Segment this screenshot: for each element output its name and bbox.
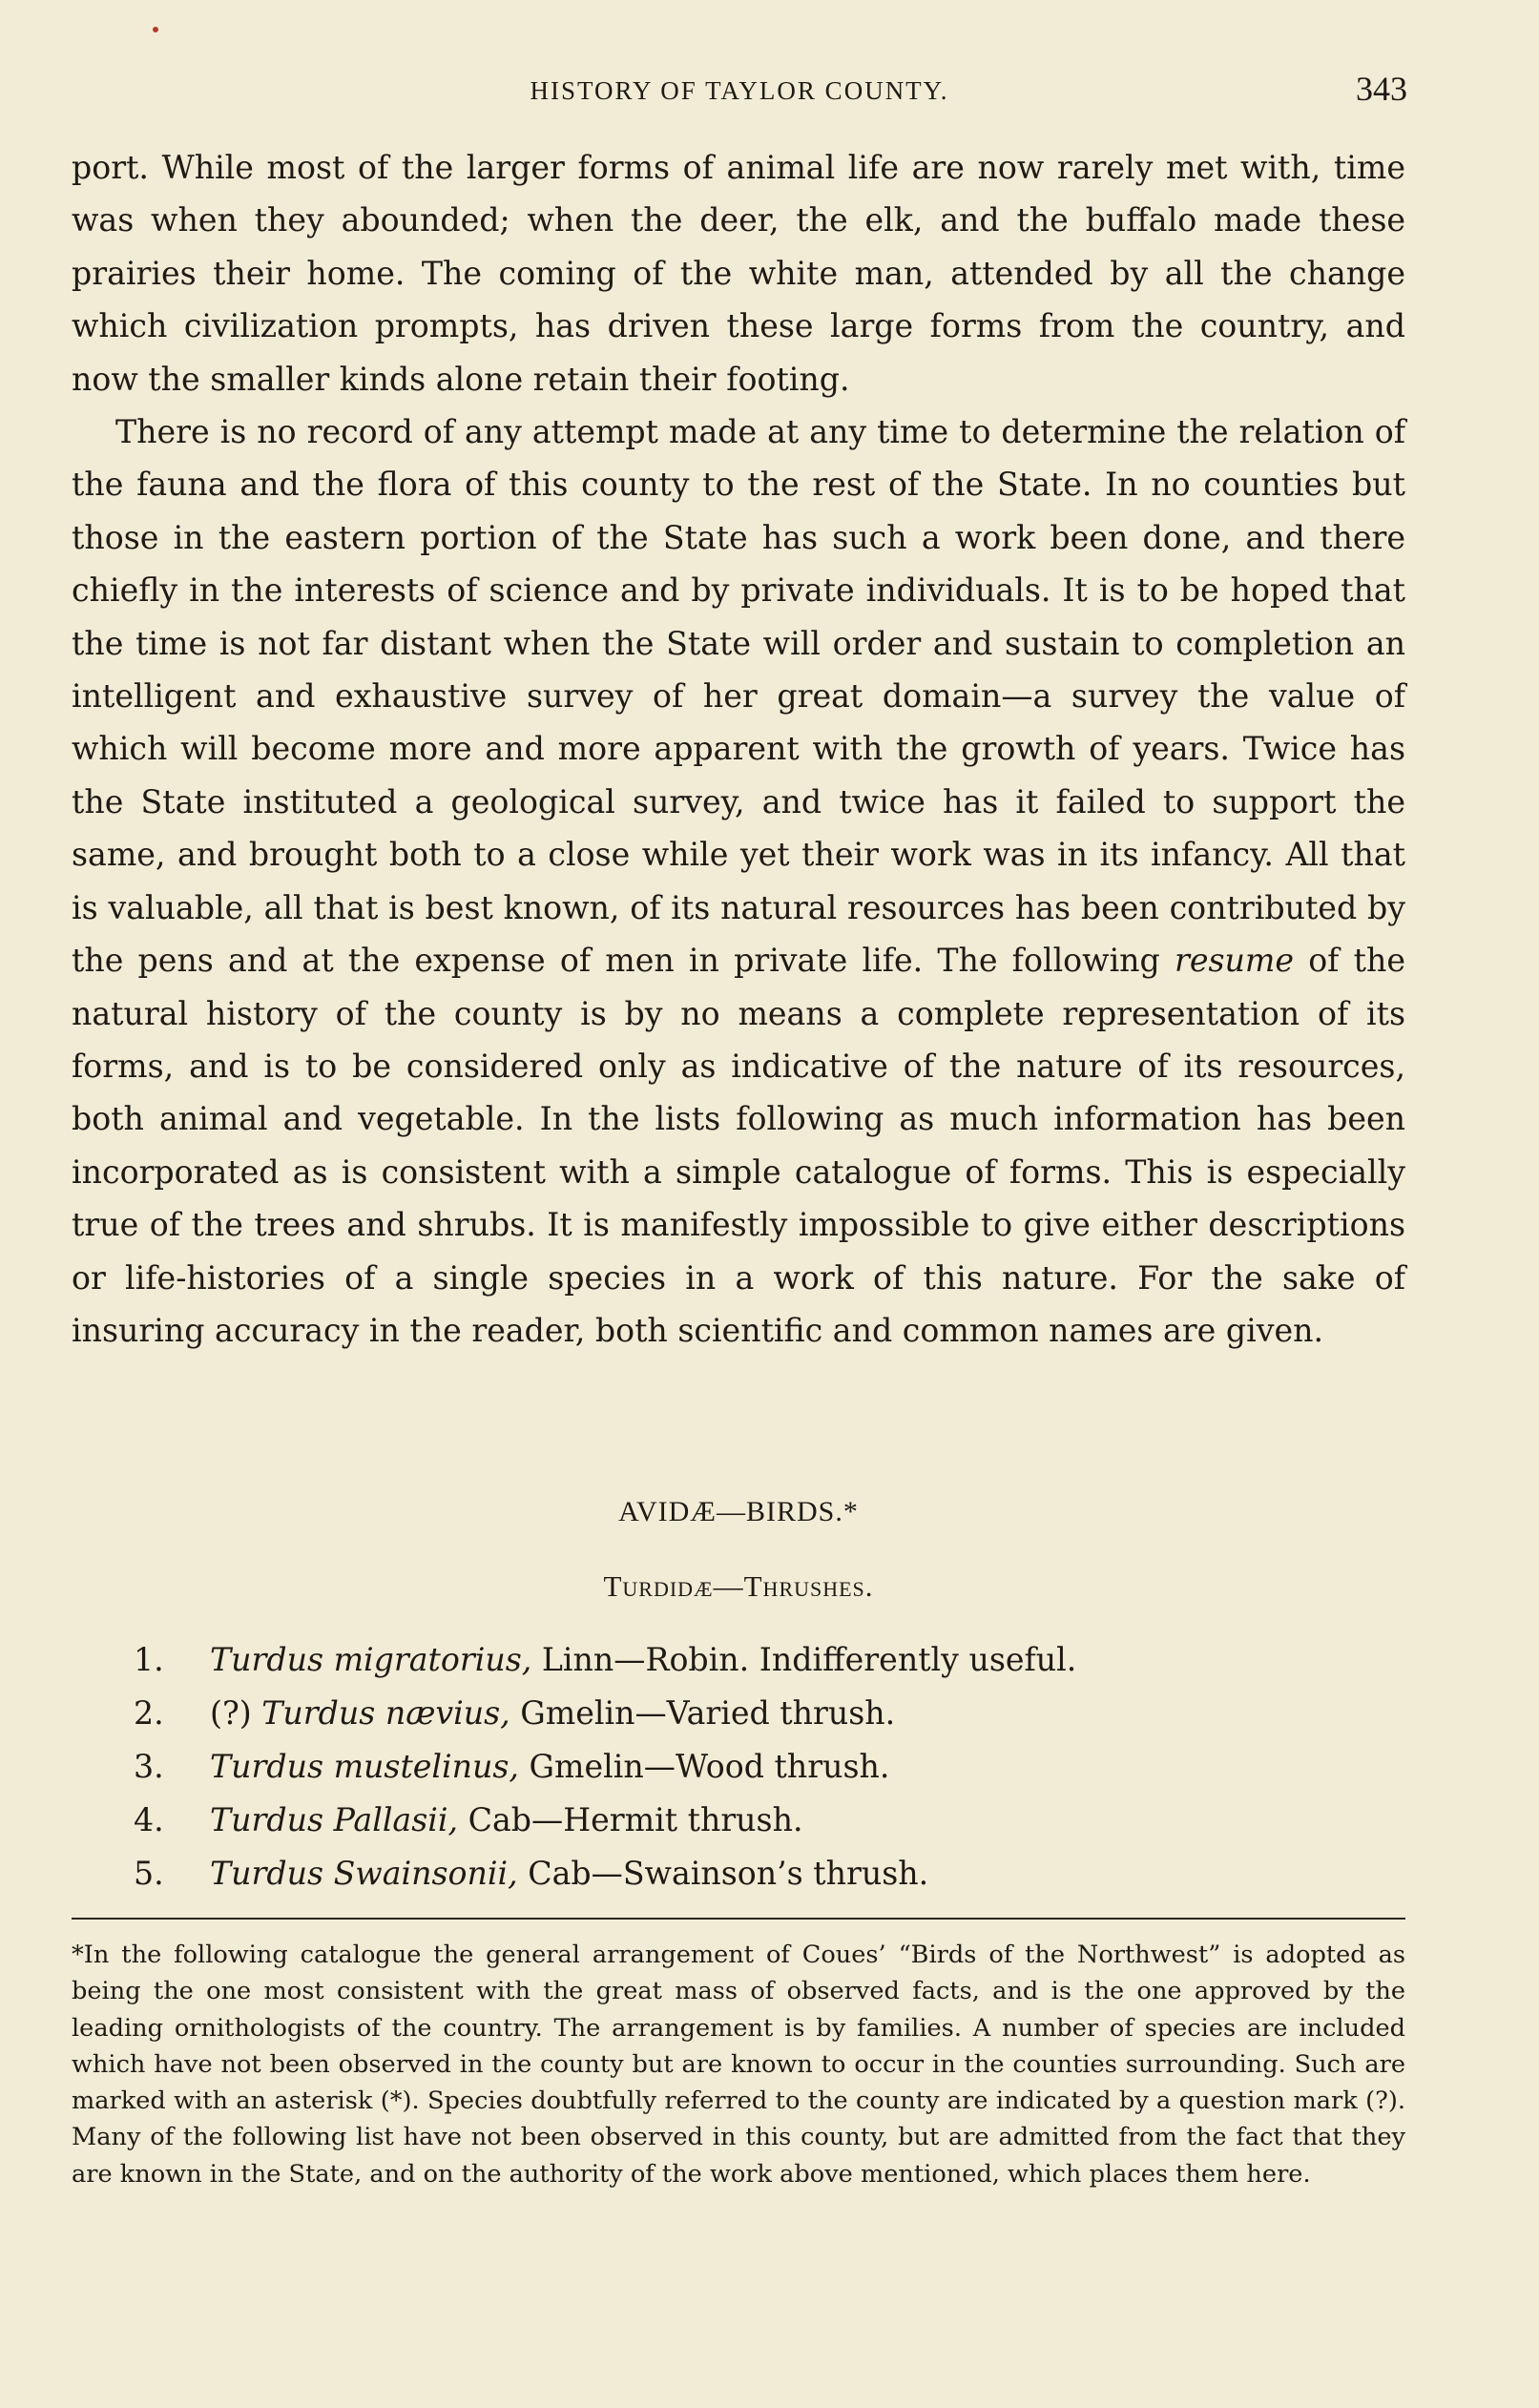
species-item — [134, 1847, 1374, 1900]
species-common-name: Linn—Robin. Indifferently useful. — [531, 1641, 1077, 1678]
species-item — [134, 1794, 1374, 1847]
footnote-text: *In the following catalogue the general arrangement of Coues’ “Birds of the Northwest” is adopted as being the one most consistent with the great mass of observed facts, and is the one approved by the leading ornithologists of the country. The arrangement is by families. A number of species are included which have not been observed in the county but are known to occur in the counties surrounding. Such are marked with an asterisk (*). Species doubtfully referred to the county are indicated by a question mark (?). Many of the following list have not been observed in this county, but are admitted from the fact that they are known in the State, and on the authority of the work above mentioned, which places them here. — [72, 1941, 1405, 2189]
family-heading: Turdidæ—Thrushes. — [603, 1569, 874, 1603]
species-scientific-name: Turdus migratorius, — [210, 1641, 532, 1678]
species-item — [134, 1687, 1374, 1740]
running-title: HISTORY OF TAYLOR COUNTY. — [530, 76, 949, 105]
ink-speck — [153, 27, 158, 32]
paragraph-2 — [72, 405, 1405, 1357]
section-heading: AVIDÆ—BIRDS.* — [618, 1496, 859, 1527]
species-number: 2. — [134, 1694, 164, 1732]
species-list — [134, 1633, 1374, 1900]
species-number: 1. — [134, 1641, 164, 1678]
species-prefix: (?) — [210, 1694, 262, 1732]
species-scientific-name: Turdus nævius, — [261, 1694, 510, 1732]
species-number: 3. — [134, 1748, 164, 1785]
species-number: 5. — [134, 1855, 164, 1892]
footnote — [72, 1937, 1405, 2192]
resume-word: resume — [1174, 942, 1295, 980]
species-common-name: Cab—Hermit thrush. — [458, 1801, 803, 1838]
body-text — [72, 141, 1405, 1357]
species-number: 4. — [134, 1801, 164, 1838]
species-scientific-name: Turdus mustelinus, — [210, 1748, 519, 1785]
paragraph-2-tail: of the natural history of the county is by no means a complete representation of its forms, and is to be considered only as indicative of the nature of its resources, both animal and vegetable. In the lists following as much information has been incorporated as is consistent with a simple catalogue of forms. This is especially true of the trees and shrubs. It is manifestly impossible to give either descriptions or life-histories of a single species in a work of this nature. For the sake of insuring accuracy in the reader, both scientific and common names are given. — [72, 942, 1405, 1349]
paragraph-2-text: There is no record of any attempt made at any time to determine the relation of the fauna and the flora of this county to the rest of the State. In no counties but those in the eastern portion of the State has such a work been done, and there chiefly in the interests of science and by private individuals. It is to be hoped that the time is not far distant when the State will order and sustain to completion an intelligent and exhaustive survey of her great domain—a survey the value of which will become more and more apparent with the growth of years. Twice has the State instituted a geological survey, and twice has it failed to support the same, and brought both to a close while yet their work was in its infancy. All that is valuable, all that is best known, of its natural resources has been contributed by the pens and at the expense of men in private life. The following — [72, 413, 1405, 980]
species-scientific-name: Turdus Pallasii, — [210, 1801, 459, 1838]
paragraph-1: port. While most of the larger forms of animal life are now rarely met with, time was when they abounded; when the deer, the elk, and the buffalo made these prairies their home. The coming of the white man, attended by all the change which civilization prompts, has driven these large forms from the country, and now the smaller kinds alone retain their footing. — [72, 149, 1405, 398]
species-common-name: Gmelin—Varied thrush. — [510, 1694, 896, 1732]
footnote-divider — [72, 1918, 1405, 1920]
page-number: 343 — [1356, 70, 1407, 108]
species-scientific-name: Turdus Swainsonii, — [210, 1855, 518, 1892]
species-item — [134, 1633, 1374, 1687]
running-head — [72, 69, 1407, 113]
species-common-name: Gmelin—Wood thrush. — [518, 1748, 890, 1785]
species-item — [134, 1740, 1374, 1794]
species-common-name: Cab—Swainson’s thrush. — [517, 1855, 929, 1892]
